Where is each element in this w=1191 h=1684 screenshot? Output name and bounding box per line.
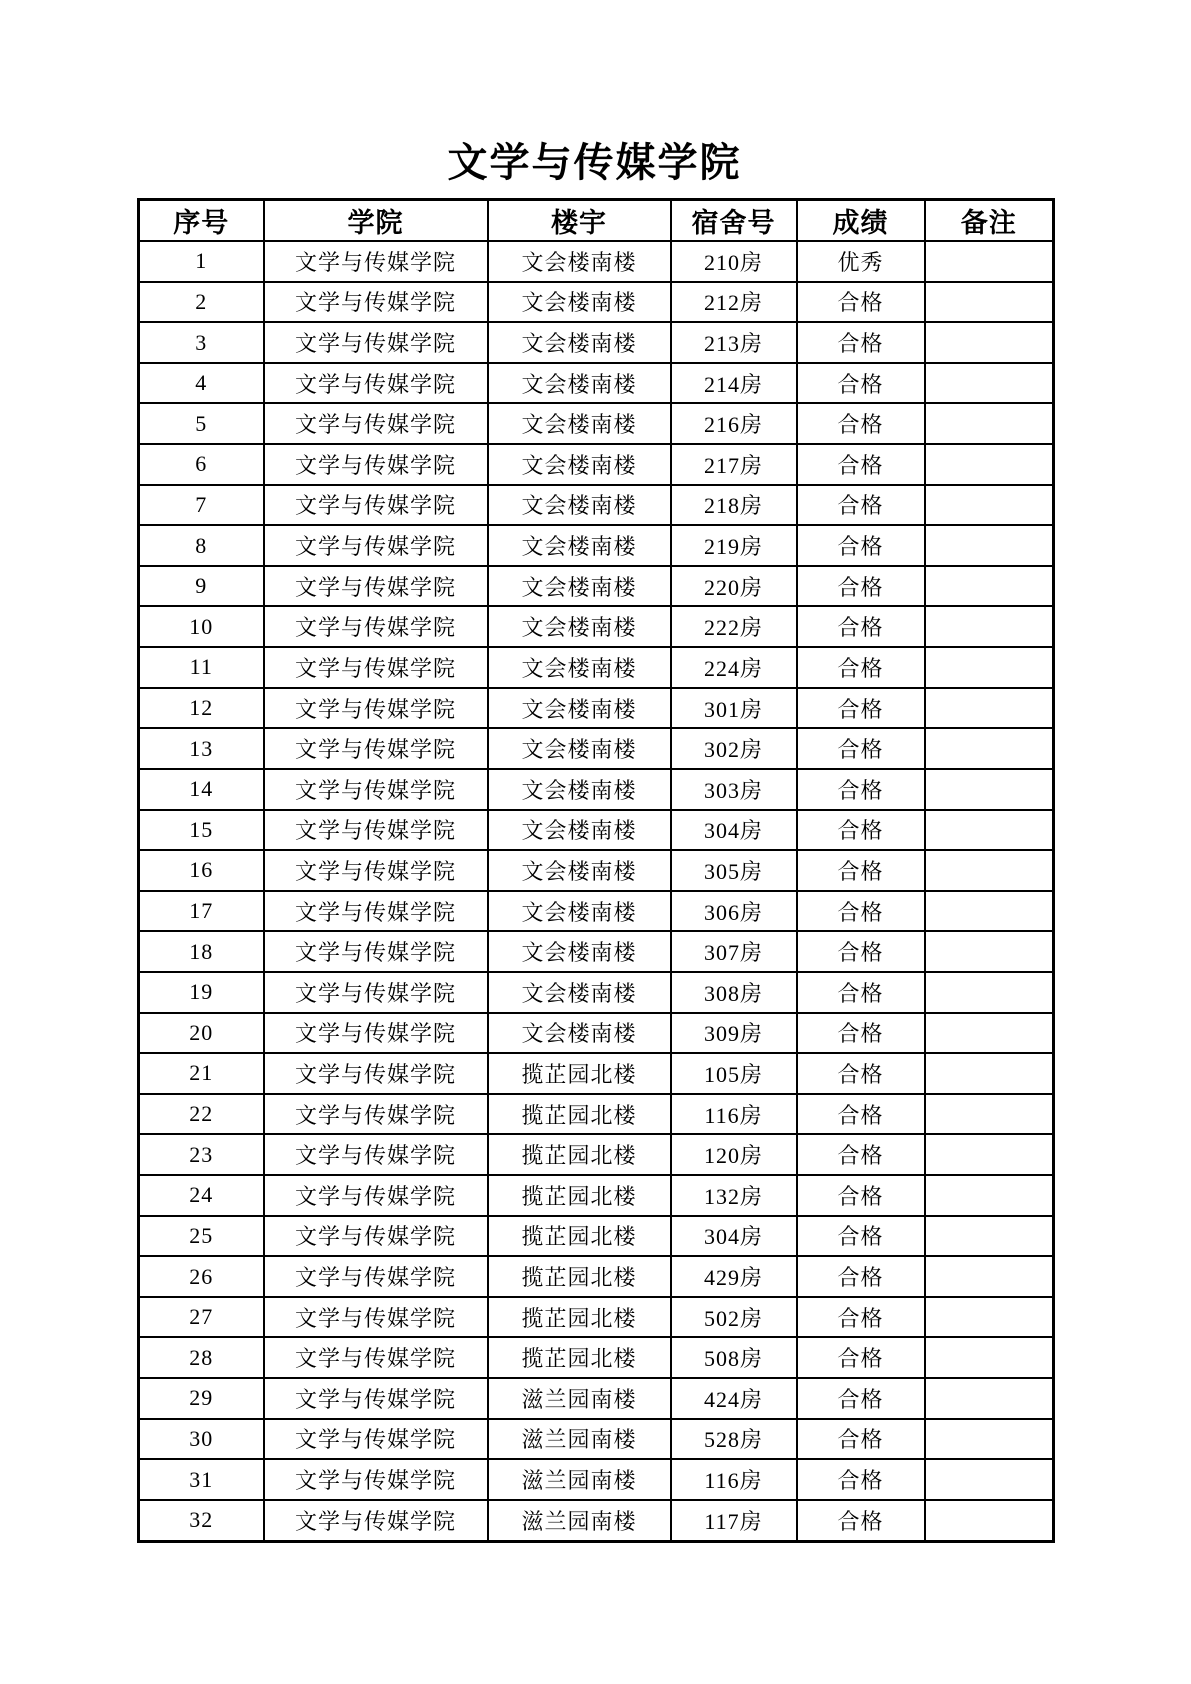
cell-remark (925, 810, 1054, 851)
cell-grade: 合格 (797, 1500, 925, 1542)
table-row (139, 403, 1054, 444)
cell-college: 文学与传媒学院 (264, 891, 488, 932)
cell-serial-number: 29 (139, 1378, 264, 1419)
cell-college: 文学与传媒学院 (264, 1459, 488, 1500)
cell-room-number: 306房 (671, 891, 797, 932)
cell-serial-number: 14 (139, 769, 264, 810)
cell-serial-number: 25 (139, 1216, 264, 1257)
cell-serial-number: 27 (139, 1297, 264, 1338)
cell-grade: 合格 (797, 322, 925, 363)
cell-grade: 合格 (797, 1175, 925, 1216)
cell-serial-number: 18 (139, 931, 264, 972)
cell-serial-number: 4 (139, 363, 264, 404)
cell-remark (925, 606, 1054, 647)
table-row (139, 1053, 1054, 1094)
table-row (139, 525, 1054, 566)
header-row (139, 200, 1054, 242)
table-row (139, 1175, 1054, 1216)
cell-remark (925, 1175, 1054, 1216)
cell-building: 揽芷园北楼 (488, 1053, 671, 1094)
cell-room-number: 213房 (671, 322, 797, 363)
cell-serial-number: 21 (139, 1053, 264, 1094)
cell-college: 文学与传媒学院 (264, 850, 488, 891)
cell-college: 文学与传媒学院 (264, 769, 488, 810)
cell-serial-number: 31 (139, 1459, 264, 1500)
table-row (139, 241, 1054, 282)
header-building: 楼宇 (488, 200, 671, 242)
table-row (139, 810, 1054, 851)
cell-grade: 合格 (797, 972, 925, 1013)
table-row (139, 1419, 1054, 1460)
cell-building: 文会楼南楼 (488, 606, 671, 647)
cell-college: 文学与传媒学院 (264, 1134, 488, 1175)
cell-remark (925, 1013, 1054, 1054)
cell-grade: 合格 (797, 1216, 925, 1257)
cell-grade: 合格 (797, 485, 925, 526)
cell-college: 文学与传媒学院 (264, 972, 488, 1013)
cell-building: 揽芷园北楼 (488, 1337, 671, 1378)
cell-remark (925, 931, 1054, 972)
cell-room-number: 528房 (671, 1419, 797, 1460)
cell-serial-number: 26 (139, 1256, 264, 1297)
cell-grade: 合格 (797, 1013, 925, 1054)
cell-college: 文学与传媒学院 (264, 403, 488, 444)
cell-college: 文学与传媒学院 (264, 241, 488, 282)
cell-grade: 合格 (797, 1053, 925, 1094)
cell-building: 滋兰园南楼 (488, 1500, 671, 1542)
cell-remark (925, 647, 1054, 688)
table-row (139, 688, 1054, 729)
cell-room-number: 301房 (671, 688, 797, 729)
cell-remark (925, 525, 1054, 566)
cell-remark (925, 322, 1054, 363)
cell-remark (925, 485, 1054, 526)
cell-room-number: 305房 (671, 850, 797, 891)
cell-serial-number: 12 (139, 688, 264, 729)
cell-building: 文会楼南楼 (488, 282, 671, 323)
table-row (139, 444, 1054, 485)
cell-grade: 合格 (797, 1134, 925, 1175)
cell-serial-number: 19 (139, 972, 264, 1013)
cell-building: 文会楼南楼 (488, 241, 671, 282)
cell-remark (925, 1216, 1054, 1257)
cell-serial-number: 3 (139, 322, 264, 363)
header-remark: 备注 (925, 200, 1054, 242)
cell-college: 文学与传媒学院 (264, 728, 488, 769)
cell-serial-number: 16 (139, 850, 264, 891)
cell-college: 文学与传媒学院 (264, 1256, 488, 1297)
cell-room-number: 224房 (671, 647, 797, 688)
cell-building: 滋兰园南楼 (488, 1419, 671, 1460)
table-body (139, 241, 1054, 1542)
cell-remark (925, 1053, 1054, 1094)
cell-remark (925, 728, 1054, 769)
cell-building: 文会楼南楼 (488, 363, 671, 404)
cell-remark (925, 1134, 1054, 1175)
cell-room-number: 222房 (671, 606, 797, 647)
table-row (139, 647, 1054, 688)
cell-grade: 合格 (797, 1419, 925, 1460)
cell-grade: 合格 (797, 728, 925, 769)
cell-remark (925, 282, 1054, 323)
cell-serial-number: 30 (139, 1419, 264, 1460)
cell-building: 文会楼南楼 (488, 1013, 671, 1054)
cell-serial-number: 2 (139, 282, 264, 323)
cell-room-number: 117房 (671, 1500, 797, 1542)
cell-college: 文学与传媒学院 (264, 525, 488, 566)
cell-serial-number: 17 (139, 891, 264, 932)
cell-serial-number: 24 (139, 1175, 264, 1216)
cell-college: 文学与传媒学院 (264, 1337, 488, 1378)
cell-grade: 合格 (797, 606, 925, 647)
header-room-number: 宿舍号 (671, 200, 797, 242)
cell-building: 揽芷园北楼 (488, 1216, 671, 1257)
cell-room-number: 105房 (671, 1053, 797, 1094)
cell-grade: 合格 (797, 363, 925, 404)
table-row (139, 891, 1054, 932)
table-row (139, 1013, 1054, 1054)
cell-building: 文会楼南楼 (488, 525, 671, 566)
cell-grade: 合格 (797, 850, 925, 891)
cell-remark (925, 403, 1054, 444)
cell-serial-number: 32 (139, 1500, 264, 1542)
cell-remark (925, 566, 1054, 607)
cell-grade: 合格 (797, 1094, 925, 1135)
table-row (139, 1134, 1054, 1175)
table-row (139, 1216, 1054, 1257)
cell-college: 文学与传媒学院 (264, 1419, 488, 1460)
cell-college: 文学与传媒学院 (264, 647, 488, 688)
cell-grade: 合格 (797, 931, 925, 972)
table-row (139, 972, 1054, 1013)
cell-college: 文学与传媒学院 (264, 1013, 488, 1054)
cell-remark (925, 1256, 1054, 1297)
cell-college: 文学与传媒学院 (264, 282, 488, 323)
cell-room-number: 502房 (671, 1297, 797, 1338)
page-title: 文学与传媒学院 (447, 140, 742, 185)
cell-college: 文学与传媒学院 (264, 485, 488, 526)
cell-serial-number: 5 (139, 403, 264, 444)
cell-serial-number: 28 (139, 1337, 264, 1378)
cell-serial-number: 7 (139, 485, 264, 526)
cell-building: 文会楼南楼 (488, 688, 671, 729)
cell-college: 文学与传媒学院 (264, 1378, 488, 1419)
cell-building: 文会楼南楼 (488, 403, 671, 444)
cell-building: 揽芷园北楼 (488, 1094, 671, 1135)
cell-building: 揽芷园北楼 (488, 1256, 671, 1297)
cell-serial-number: 11 (139, 647, 264, 688)
cell-grade: 合格 (797, 769, 925, 810)
table-row (139, 1459, 1054, 1500)
cell-college: 文学与传媒学院 (264, 1500, 488, 1542)
cell-college: 文学与传媒学院 (264, 444, 488, 485)
cell-serial-number: 9 (139, 566, 264, 607)
cell-college: 文学与传媒学院 (264, 566, 488, 607)
cell-remark (925, 850, 1054, 891)
cell-building: 文会楼南楼 (488, 850, 671, 891)
cell-room-number: 508房 (671, 1337, 797, 1378)
cell-serial-number: 6 (139, 444, 264, 485)
table-row (139, 606, 1054, 647)
cell-serial-number: 13 (139, 728, 264, 769)
cell-room-number: 132房 (671, 1175, 797, 1216)
cell-remark (925, 688, 1054, 729)
cell-building: 揽芷园北楼 (488, 1134, 671, 1175)
cell-college: 文学与传媒学院 (264, 1216, 488, 1257)
cell-building: 滋兰园南楼 (488, 1459, 671, 1500)
cell-grade: 合格 (797, 1337, 925, 1378)
cell-room-number: 116房 (671, 1094, 797, 1135)
cell-room-number: 218房 (671, 485, 797, 526)
cell-grade: 合格 (797, 688, 925, 729)
cell-building: 揽芷园北楼 (488, 1175, 671, 1216)
cell-grade: 合格 (797, 810, 925, 851)
cell-remark (925, 1337, 1054, 1378)
cell-remark (925, 1419, 1054, 1460)
cell-room-number: 216房 (671, 403, 797, 444)
cell-grade: 合格 (797, 403, 925, 444)
cell-building: 文会楼南楼 (488, 810, 671, 851)
table-row (139, 850, 1054, 891)
cell-remark (925, 972, 1054, 1013)
cell-remark (925, 241, 1054, 282)
cell-college: 文学与传媒学院 (264, 606, 488, 647)
cell-remark (925, 1500, 1054, 1542)
cell-building: 揽芷园北楼 (488, 1297, 671, 1338)
cell-college: 文学与传媒学院 (264, 1175, 488, 1216)
cell-room-number: 219房 (671, 525, 797, 566)
cell-remark (925, 444, 1054, 485)
cell-building: 文会楼南楼 (488, 485, 671, 526)
dorm-grade-table (137, 198, 1055, 1543)
cell-room-number: 116房 (671, 1459, 797, 1500)
cell-grade: 合格 (797, 525, 925, 566)
cell-remark (925, 1459, 1054, 1500)
cell-college: 文学与传媒学院 (264, 1094, 488, 1135)
cell-grade: 合格 (797, 566, 925, 607)
cell-room-number: 424房 (671, 1378, 797, 1419)
cell-building: 文会楼南楼 (488, 647, 671, 688)
cell-serial-number: 15 (139, 810, 264, 851)
cell-room-number: 210房 (671, 241, 797, 282)
cell-room-number: 212房 (671, 282, 797, 323)
table-row (139, 485, 1054, 526)
cell-building: 文会楼南楼 (488, 444, 671, 485)
cell-grade: 合格 (797, 444, 925, 485)
table-row (139, 282, 1054, 323)
table-row (139, 1337, 1054, 1378)
table-row (139, 1500, 1054, 1542)
table-row (139, 363, 1054, 404)
table-row (139, 728, 1054, 769)
cell-room-number: 120房 (671, 1134, 797, 1175)
cell-college: 文学与传媒学院 (264, 810, 488, 851)
cell-remark (925, 891, 1054, 932)
cell-serial-number: 1 (139, 241, 264, 282)
cell-serial-number: 23 (139, 1134, 264, 1175)
header-grade: 成绩 (797, 200, 925, 242)
cell-remark (925, 1297, 1054, 1338)
cell-building: 文会楼南楼 (488, 891, 671, 932)
cell-room-number: 429房 (671, 1256, 797, 1297)
table-row (139, 566, 1054, 607)
cell-grade: 合格 (797, 1297, 925, 1338)
table-row (139, 931, 1054, 972)
cell-building: 文会楼南楼 (488, 728, 671, 769)
cell-remark (925, 769, 1054, 810)
table-row (139, 1297, 1054, 1338)
cell-college: 文学与传媒学院 (264, 688, 488, 729)
cell-grade: 合格 (797, 1378, 925, 1419)
cell-serial-number: 10 (139, 606, 264, 647)
cell-building: 文会楼南楼 (488, 566, 671, 607)
table-row (139, 769, 1054, 810)
cell-college: 文学与传媒学院 (264, 363, 488, 404)
cell-room-number: 217房 (671, 444, 797, 485)
cell-room-number: 214房 (671, 363, 797, 404)
header-serial-number: 序号 (139, 200, 264, 242)
cell-room-number: 303房 (671, 769, 797, 810)
cell-room-number: 220房 (671, 566, 797, 607)
cell-remark (925, 1378, 1054, 1419)
cell-grade: 合格 (797, 1256, 925, 1297)
cell-room-number: 302房 (671, 728, 797, 769)
cell-room-number: 304房 (671, 1216, 797, 1257)
cell-college: 文学与传媒学院 (264, 1053, 488, 1094)
cell-building: 文会楼南楼 (488, 322, 671, 363)
cell-building: 文会楼南楼 (488, 769, 671, 810)
cell-remark (925, 363, 1054, 404)
cell-room-number: 308房 (671, 972, 797, 1013)
cell-college: 文学与传媒学院 (264, 322, 488, 363)
cell-room-number: 309房 (671, 1013, 797, 1054)
cell-serial-number: 8 (139, 525, 264, 566)
header-college: 学院 (264, 200, 488, 242)
cell-building: 文会楼南楼 (488, 972, 671, 1013)
cell-grade: 优秀 (797, 241, 925, 282)
table-row (139, 1378, 1054, 1419)
cell-building: 文会楼南楼 (488, 931, 671, 972)
cell-grade: 合格 (797, 282, 925, 323)
cell-serial-number: 22 (139, 1094, 264, 1135)
table-row (139, 322, 1054, 363)
cell-grade: 合格 (797, 1459, 925, 1500)
cell-room-number: 307房 (671, 931, 797, 972)
cell-college: 文学与传媒学院 (264, 1297, 488, 1338)
cell-serial-number: 20 (139, 1013, 264, 1054)
cell-grade: 合格 (797, 647, 925, 688)
table-row (139, 1256, 1054, 1297)
cell-room-number: 304房 (671, 810, 797, 851)
cell-college: 文学与传媒学院 (264, 931, 488, 972)
table-row (139, 1094, 1054, 1135)
cell-building: 滋兰园南楼 (488, 1378, 671, 1419)
cell-grade: 合格 (797, 891, 925, 932)
cell-remark (925, 1094, 1054, 1135)
